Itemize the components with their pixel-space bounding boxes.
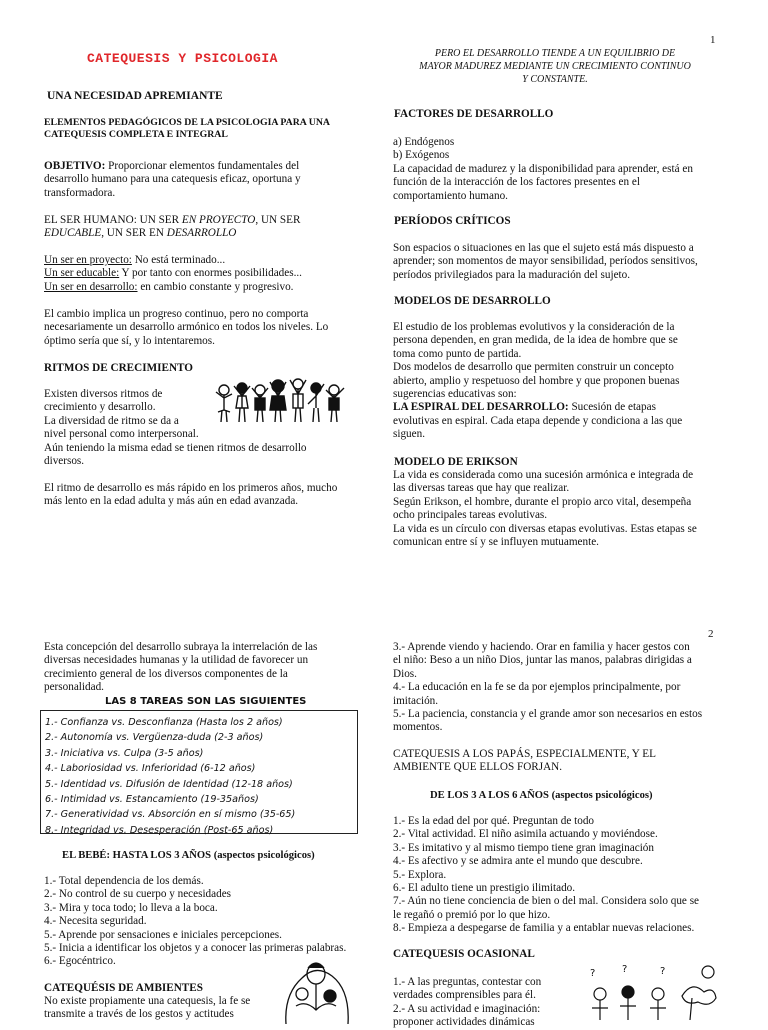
factores-heading: FACTORES DE DESARROLLO (394, 108, 554, 120)
ambientes-paragraph: No existe propiamente una catequesis, la fe se transmite a través de los gestos y actitudes (44, 995, 251, 1021)
list-item: 7.- Aún no tiene conciencia de bien o del mal. Considera solo que se (393, 895, 700, 908)
children-group-illustration (212, 368, 352, 426)
list-item: 4.- Es afectivo y se admira ante el mundo que descubre. (393, 855, 643, 868)
list-item: 1.- Total dependencia de los demás. (44, 875, 204, 887)
list-item: 6.- Egocéntrico. (44, 955, 116, 968)
cambio-paragraph: El cambio implica un progreso continuo, pero no comporta necesariamente un desarrollo armónico en todos los niveles. Lo óptimo sería que sí, y lo intentaremos. (44, 308, 329, 347)
elements-heading: ELEMENTOS PEDAGÓGICOS DE LA PSICOLOGIA PARA UNA CATEQUESIS COMPLETA E INTEGRAL (44, 117, 330, 140)
task-item: 4.- Laboriosidad vs. Inferioridad (6-12 años) (45, 763, 256, 775)
list-item: 3.- Mira y toca todo; lo lleva a la boca. (44, 901, 218, 914)
erikson-paragraph: La vida es considerada como una sucesión armónica e integrada de las diversas tareas que hay que realizar. Según Erikson, el hombre, durante el propio arco vital, desempeña ocho principales tareas evolutivas. La vida es un círculo con diversas etapas evolutivas. Estas etapas se comunican entre sí y se influyen mutuamente. (393, 469, 697, 549)
factores-paragraph: a) Endógenos b) Exógenos La capacidad de madurez y la disponibilidad para aprender, está en función de la interacción de los factores presentes en el comportamiento humano. (393, 136, 693, 202)
objective-paragraph: OBJETIVO: Proporcionar elementos fundamentales del desarrollo humano para una catequesis eficaz, oportuna y transformadora. (44, 160, 301, 199)
ser-humano-paragraph: EL SER HUMANO: UN SER EN PROYECTO, UN SER EDUCABLE, UN SER EN DESARROLLO (44, 214, 301, 240)
right-items-paragraph: 3.- Aprende viendo y haciendo. Orar en familia y hacer gestos con el niño: Beso a un niño Dios, juntar las manos, palabras dirigidas a Dios. 4.- La educación en la fe se da por ejemplos principalmente, por imitación. 5.- La paciencia, constancia y el grande amor son necesarios en estos momentos. (393, 641, 703, 734)
page-number: 2 (708, 628, 714, 640)
children-questions-illustration (582, 962, 732, 1024)
task-item: 5.- Identidad vs. Difusión de Identidad (12-18 años) (45, 778, 293, 790)
task-item: 6.- Intimidad vs. Estancamiento (19-35años) (45, 794, 259, 806)
list-item: 3.- Es imitativo y al mismo tiempo tiene gran imaginación (393, 841, 654, 854)
ocasional-paragraph: 1.- A las preguntas, contestar con verdades comprensibles para él. 2.- A su actividad e imaginación: proponer actividades dinámicas (393, 976, 542, 1029)
task-item: 3.- Iniciativa vs. Culpa (3-5 años) (45, 747, 204, 759)
erikson-heading: MODELO DE ERIKSON (394, 456, 518, 468)
concepcion-paragraph: Esta concepción del desarrollo subraya la interrelación de las diversas necesidades humanas y la utilidad de favorecer un crecimiento general de los diversos componentes de la personalidad. (44, 641, 318, 694)
page-title: CATEQUESIS Y PSICOLOGIA (87, 51, 278, 66)
ser-definitions: Un ser en proyecto: No está terminado... Un ser educable: Y por tanto con enormes posibilidades... Un ser en desarrollo: en cambio constante y progresivo. (44, 254, 302, 293)
ocasional-heading: CATEQUESIS OCASIONAL (393, 948, 535, 960)
list-item: 8.- Empieza a despegarse de familia y a entablar nuevas relaciones. (393, 922, 695, 935)
list-item: 6.- El adulto tiene un prestigio ilimitado. (393, 882, 576, 895)
svg-text:?: ? (660, 966, 666, 977)
list-item: 2.- No control de su cuerpo y necesidades (44, 888, 232, 901)
list-item: 5.- Aprende por sensaciones e iniciales percepciones. (44, 928, 282, 941)
ambientes-heading: CATEQUÉSIS DE AMBIENTES (44, 982, 203, 994)
bebe-heading: EL BEBÉ: HASTA LOS 3 AÑOS (aspectos psicológicos) (62, 850, 315, 861)
list-item: 4.- Necesita seguridad. (44, 915, 147, 928)
ritmos-heading: RITMOS DE CRECIMIENTO (44, 362, 193, 374)
svg-text:?: ? (622, 964, 628, 975)
papas-paragraph: CATEQUESIS A LOS PAPÁS, ESPECIALMENTE, Y EL AMBIENTE QUE ELLOS FORJAN. (393, 748, 656, 774)
list-item: 2.- Vital actividad. El niño asimila actuando y moviéndose. (393, 828, 658, 841)
list-item: 5.- Inicia a identificar los objetos y a conocer las primeras palabras. (44, 942, 347, 955)
tasks-title: LAS 8 TAREAS SON LAS SIGUIENTES (105, 696, 307, 707)
tres-seis-list (393, 815, 699, 936)
section-subtitle: UNA NECESIDAD APREMIANTE (47, 90, 223, 102)
ritmo-paragraph: El ritmo de desarrollo es más rápido en los primeros años, mucho más lento en la edad adulta y más aún en edad avanzada. (44, 482, 338, 508)
task-item: 1.- Confianza vs. Desconfianza (Hasta los 2 años) (45, 717, 283, 728)
periodos-heading: PERÍODOS CRÍTICOS (394, 215, 511, 227)
list-item: 1.- Es la edad del por qué. Preguntan de todo (393, 815, 595, 827)
quote-block: PERO EL DESARROLLO TIENDE A UN EQUILIBRIO DE MAYOR MADUREZ MEDIANTE UN CRECIMIENTO CONTINUO Y CONSTANTE. (419, 48, 691, 85)
ritmos-paragraph: Existen diversos ritmos de crecimiento y desarrollo. La diversidad de ritmo se da a nivel personal como interpersonal. Aún teniendo la misma edad se tienen ritmos de desarrollo diversos. (44, 388, 307, 468)
family-illustration (276, 954, 358, 1024)
modelos-heading: MODELOS DE DESARROLLO (394, 295, 551, 307)
list-item: 5.- Explora. (393, 868, 447, 881)
modelos-paragraph: El estudio de los problemas evolutivos y la consideración de la persona dependen, en gran medida, de la idea de hombre que se toma como punto de partida. Dos modelos de desarrollo que permiten construir un concepto abierto, amplio y respetuoso del hombre y que proponen buenas sugerencias educativas son: LA ESPIRAL DEL DESARROLLO: Sucesión de etapas evolutivas en espiral. Cada etapa depende y condiciona a las que siguen. (393, 321, 683, 441)
list-item: le regañó o premió por lo que hizo. (393, 908, 551, 921)
periodos-paragraph: Son espacios o situaciones en las que el sujeto está más dispuesto a aprender; son momentos de mayor sensibilidad, períodos sensitivos, períodos privilegiados para la maduración del sujeto. (393, 242, 698, 281)
task-item: 2.- Autonomía vs. Vergüenza-duda (2-3 años) (45, 732, 264, 744)
task-item: 8.- Integridad vs. Desesperación (Post-65 años) (45, 824, 274, 836)
task-item: 7.- Generatividad vs. Absorción en sí mismo (35-65) (45, 809, 296, 821)
tres-seis-heading: DE LOS 3 A LOS 6 AÑOS (aspectos psicológicos) (430, 790, 653, 801)
page-number: 1 (710, 34, 716, 46)
tasks-box (40, 710, 358, 834)
svg-text:?: ? (590, 968, 596, 979)
